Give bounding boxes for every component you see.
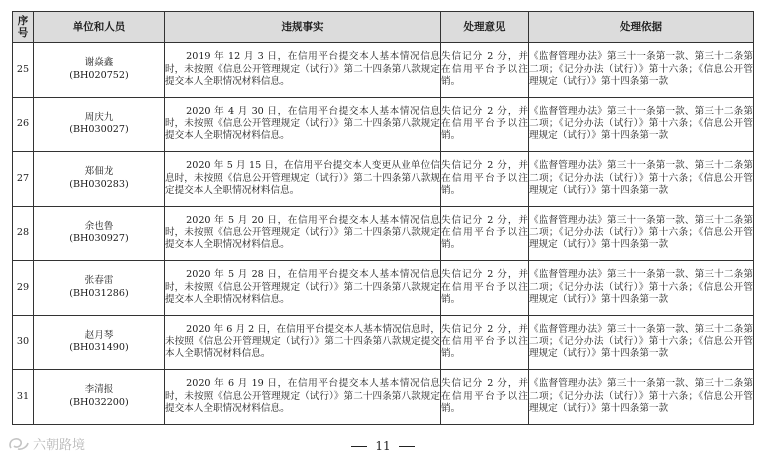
header-no: 序号 <box>13 12 34 43</box>
footer-dash-right <box>399 446 415 447</box>
row-number: 31 <box>13 370 34 425</box>
table-row <box>13 97 754 152</box>
person-cell <box>34 152 165 207</box>
person-code: (BH030927) <box>69 233 129 245</box>
person-name: 周庆九 <box>84 111 114 123</box>
handling-basis: 《监督管理办法》第三十一条第一款、第三十二条第二项；《记分办法（试行）》第十六条；《信息公开管理规定（试行）》第十四条第一款 <box>529 206 754 261</box>
handling-opinion: 失信记分 2 分，并在信用平台予以注销。 <box>441 206 529 261</box>
person-cell <box>34 370 165 425</box>
watermark-logo-icon <box>8 436 30 452</box>
violation-fact: 2019 年 12 月 3 日，在信用平台提交本人基本情况信息时，未按照《信息公开管理规定（试行）》第二十四条第八款规定提交本人全职情况材料信息。 <box>165 43 441 98</box>
table-row <box>13 261 754 316</box>
header-opinion: 处理意见 <box>441 12 529 43</box>
table-row <box>13 206 754 261</box>
handling-opinion: 失信记分 2 分，并在信用平台予以注销。 <box>441 370 529 425</box>
handling-basis: 《监督管理办法》第三十一条第一款、第三十二条第二项；《记分办法（试行）》第十六条；《信息公开管理规定（试行）》第十四条第一款 <box>529 97 754 152</box>
table-row <box>13 152 754 207</box>
person-code: (BH020752) <box>69 69 129 81</box>
table-row <box>13 370 754 425</box>
handling-basis: 《监督管理办法》第三十一条第一款、第三十二条第二项；《记分办法（试行）》第十六条；《信息公开管理规定（试行）》第十四条第一款 <box>529 261 754 316</box>
page-footer <box>0 439 766 453</box>
violation-fact: 2020 年 5 月 15 日，在信用平台提交本人变更从业单位信息时，未按照《信息公开管理规定（试行）》第二十四条第八款规定提交本人全职情况材料信息。 <box>165 152 441 207</box>
person-name: 赵月琴 <box>84 329 114 341</box>
header-basis: 处理依据 <box>529 12 754 43</box>
person-code: (BH032200) <box>69 396 129 408</box>
handling-opinion: 失信记分 2 分，并在信用平台予以注销。 <box>441 315 529 370</box>
handling-basis: 《监督管理办法》第三十一条第一款、第三十二条第二项；《记分办法（试行）》第十六条；《信息公开管理规定（试行）》第十四条第一款 <box>529 315 754 370</box>
handling-opinion: 失信记分 2 分，并在信用平台予以注销。 <box>441 97 529 152</box>
person-name: 郑佃龙 <box>84 166 114 178</box>
watermark <box>8 434 85 453</box>
violation-fact: 2020 年 4 月 30 日，在信用平台提交本人基本情况信息时，未按照《信息公开管理规定（试行）》第二十四条第八款规定提交本人全职情况材料信息。 <box>165 97 441 152</box>
person-code: (BH031286) <box>69 287 129 299</box>
row-number: 25 <box>13 43 34 98</box>
violation-fact: 2020 年 5 月 28 日，在信用平台提交本人基本情况信息时，未按照《信息公开管理规定（试行）》第二十四条第八款规定提交本人全职情况材料信息。 <box>165 261 441 316</box>
table-row <box>13 315 754 370</box>
footer-dash-left <box>351 446 367 447</box>
row-number: 29 <box>13 261 34 316</box>
violation-table <box>12 11 754 425</box>
header-unit: 单位和人员 <box>34 12 165 43</box>
person-cell <box>34 206 165 261</box>
handling-opinion: 失信记分 2 分，并在信用平台予以注销。 <box>441 152 529 207</box>
person-name: 余也鲁 <box>84 220 114 232</box>
person-cell <box>34 315 165 370</box>
handling-basis: 《监督管理办法》第三十一条第一款、第三十二条第二项；《记分办法（试行）》第十六条；《信息公开管理规定（试行）》第十四条第一款 <box>529 152 754 207</box>
handling-basis: 《监督管理办法》第三十一条第一款、第三十二条第二项；《记分办法（试行）》第十六条；《信息公开管理规定（试行）》第十四条第一款 <box>529 43 754 98</box>
person-cell <box>34 261 165 316</box>
person-cell <box>34 43 165 98</box>
row-number: 28 <box>13 206 34 261</box>
row-number: 27 <box>13 152 34 207</box>
page-number: 11 <box>375 439 391 453</box>
handling-opinion: 失信记分 2 分，并在信用平台予以注销。 <box>441 261 529 316</box>
header-facts: 违规事实 <box>165 12 441 43</box>
person-code: (BH030283) <box>69 178 129 190</box>
person-code: (BH031490) <box>69 342 129 354</box>
violation-fact: 2020 年 6 月 2 日，在信用平台提交本人基本情况信息时，未按照《信息公开管理规定（试行）》第二十四条第八款规定提交本人全职情况材料信息。 <box>165 315 441 370</box>
violation-fact: 2020 年 6 月 19 日，在信用平台提交本人基本情况信息时，未按照《信息公开管理规定（试行）》第二十四条第八款规定提交本人全职情况材料信息。 <box>165 370 441 425</box>
watermark-text: 六朝路境 <box>33 438 86 453</box>
person-name: 李清报 <box>84 384 114 396</box>
row-number: 30 <box>13 315 34 370</box>
table-header-row <box>13 12 754 43</box>
handling-basis: 《监督管理办法》第三十一条第一款、第三十二条第二项；《记分办法（试行）》第十六条；《信息公开管理规定（试行）》第十四条第一款 <box>529 370 754 425</box>
person-name: 张春雷 <box>84 275 114 287</box>
handling-opinion: 失信记分 2 分，并在信用平台予以注销。 <box>441 43 529 98</box>
row-number: 26 <box>13 97 34 152</box>
table-row <box>13 43 754 98</box>
person-name: 谢焱鑫 <box>84 57 114 69</box>
person-cell <box>34 97 165 152</box>
person-code: (BH030027) <box>69 124 129 136</box>
violation-fact: 2020 年 5 月 20 日，在信用平台提交本人基本情况信息时，未按照《信息公开管理规定（试行）》第二十四条第八款规定提交本人全职情况材料信息。 <box>165 206 441 261</box>
